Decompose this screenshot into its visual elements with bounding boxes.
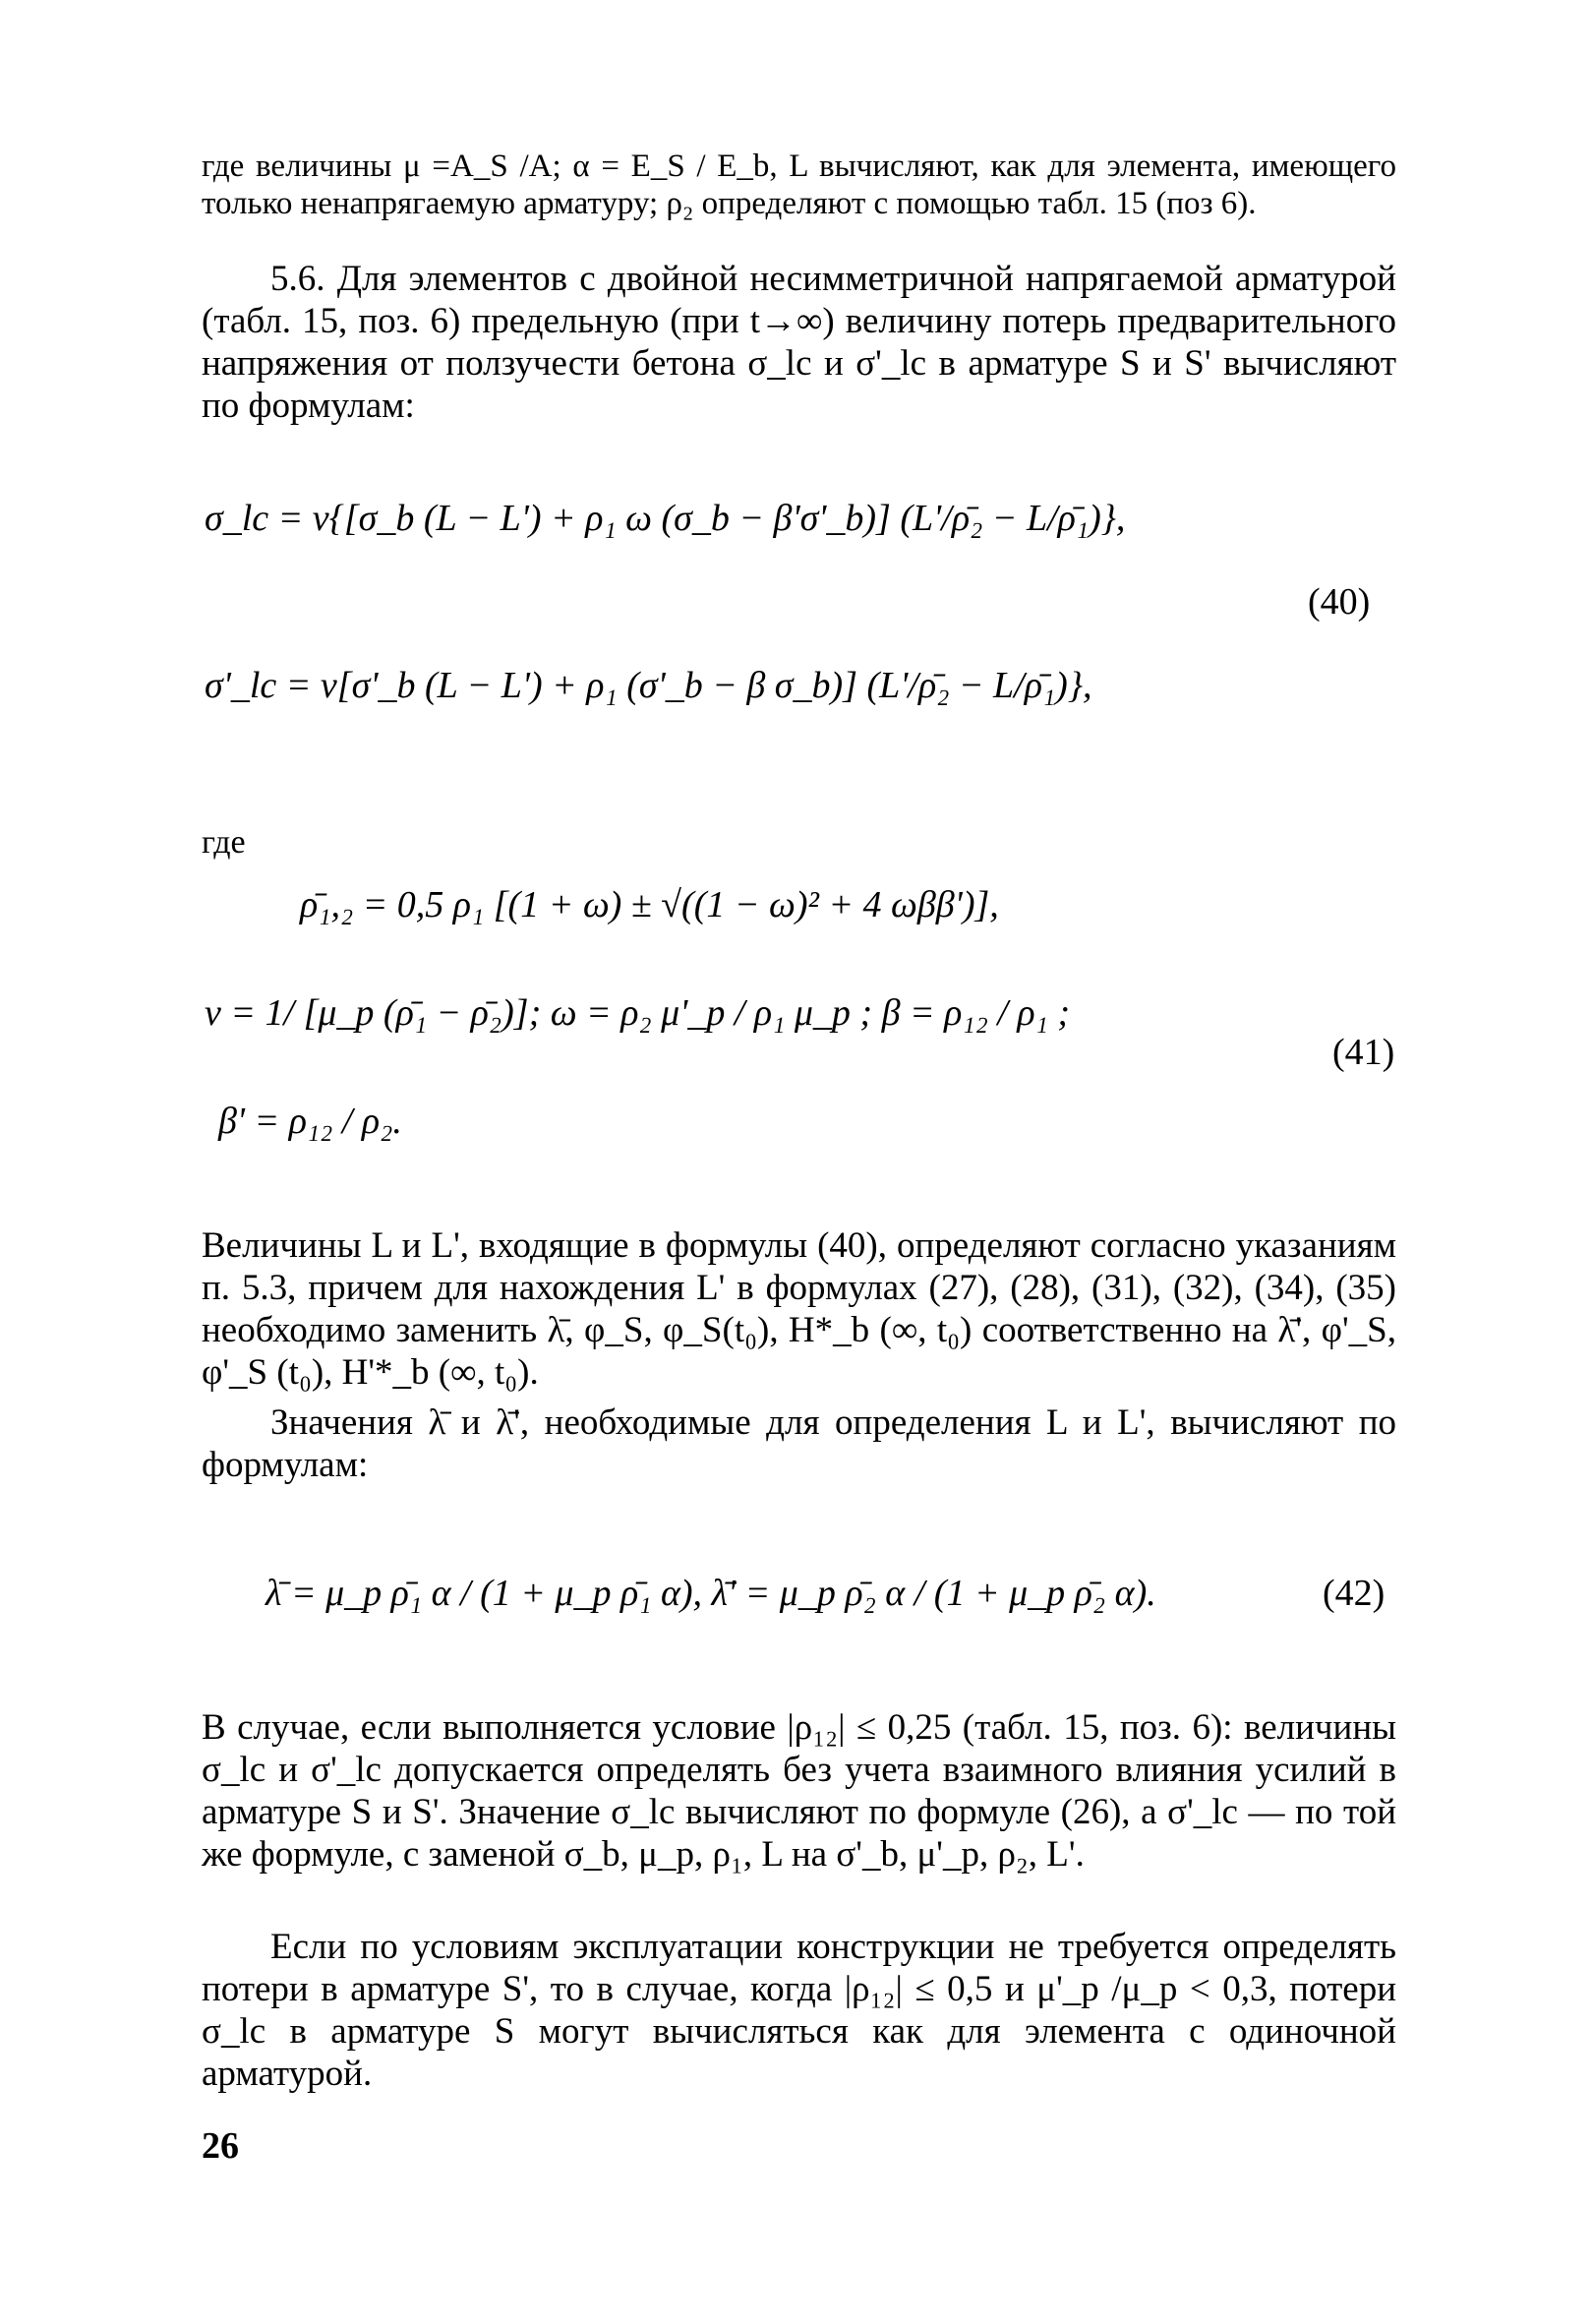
paragraph-section-5-6: 5.6. Для элементов с двойной несимметричной напрягаемой арматурой (табл. 15, поз. 6) предельную (при t→∞) величину потерь предварительного напряжения от ползучести бетона σ_lc и σ'_lc в арматуре S и S' вычисляют по формулам:: [202, 259, 1396, 426]
equation-41-rho-bar: ρ̄₁,₂ = 0,5 ρ₁ [(1 + ω) ± √((1 − ω)² + 4 ωββ')],: [300, 884, 999, 925]
equation-number-42: (42): [1323, 1573, 1386, 1614]
page-number: 26: [202, 2125, 239, 2167]
equation-number-41: (41): [1332, 1032, 1395, 1073]
paragraph-lambda-values: Значения λ̄ и λ̄', необходимые для определения L и L', вычисляют по формулам:: [202, 1402, 1396, 1485]
paragraph-values-L: Величины L и L', входящие в формулы (40), определяют согласно указаниям п. 5.3, причем для нахождения L' в формулах (27), (28), (31), (32), (34), (35) необходимо заменить λ̄, φ_S, φ_S(t₀), H*_b (∞, t₀) соответственно на λ̄', φ'_S, φ'_S (t₀), H'*_b (∞, t₀).: [202, 1225, 1396, 1393]
equation-42-lambda: λ̄ = μ_p ρ̄₁ α / (1 + μ_p ρ̄₁ α), λ̄' = μ_p ρ̄₂ α / (1 + μ_p ρ̄₂ α).: [265, 1573, 1156, 1614]
equation-40-sigma-lc-prime: σ'_lc = v[σ'_b (L − L') + ρ₁ (σ'_b − β σ_b)] (L'/ρ̄₂ − L/ρ̄₁)},: [205, 665, 1092, 706]
paragraph-condition-rho12: В случае, если выполняется условие |ρ₁₂| ≤ 0,25 (табл. 15, поз. 6): величины σ_lc и σ'_lc допускается определять без учета взаимного влияния усилий в арматуре S и S'. Значение σ_lc вычисляют по формуле (26), а σ'_lc — по той же формуле, с заменой σ_b, μ_p, ρ₁, L на σ'_b, μ'_p, ρ₂, L'.: [202, 1707, 1396, 1875]
equation-40-sigma-lc: σ_lc = v{[σ_b (L − L') + ρ₁ ω (σ_b − β'σ'_b)] (L'/ρ̄₂ − L/ρ̄₁)},: [205, 498, 1126, 539]
paragraph-intro: где величины μ =A_S /A; α = E_S / E_b, L вычисляют, как для элемента, имеющего только ненапрягаемую арматуру; ρ₂ определяют с помощью табл. 15 (поз 6).: [202, 149, 1396, 221]
equation-41-v-omega-beta: v = 1/ [μ_p (ρ̄₁ − ρ̄₂)]; ω = ρ₂ μ'_p / ρ₁ μ_p ; β = ρ₁₂ / ρ₁ ;: [205, 992, 1070, 1034]
equation-41-beta-prime: β' = ρ₁₂ / ρ₂.: [218, 1101, 402, 1142]
equation-number-40: (40): [1308, 581, 1371, 623]
where-label: где: [202, 824, 246, 861]
paragraph-single-reinforcement: Если по условиям эксплуатации конструкции не требуется определять потери в арматуре S', то в случае, когда |ρ₁₂| ≤ 0,5 и μ'_p /μ_p < 0,3, потери σ_lc в арматуре S могут вычисляться как для элемента с одиночной арматурой.: [202, 1927, 1396, 2094]
